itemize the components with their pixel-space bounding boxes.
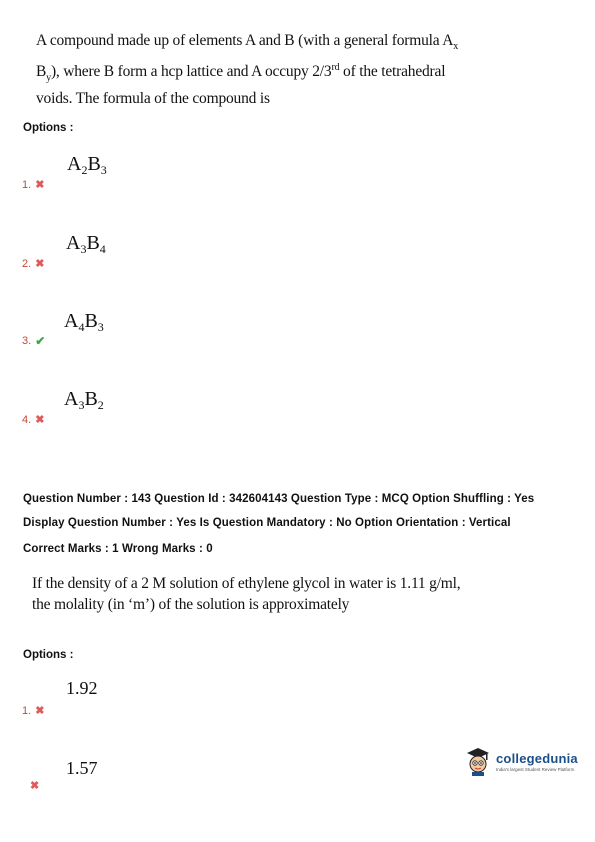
q1-sub-y: y — [46, 72, 51, 84]
formula-element: B — [86, 232, 100, 254]
option-number — [22, 413, 44, 426]
formula-element: A — [66, 232, 81, 254]
cross-icon: ✖ — [35, 414, 45, 426]
cross-icon: ✖ — [30, 780, 40, 792]
cross-icon: ✖ — [35, 258, 45, 270]
formula-subscript: 4 — [99, 242, 106, 256]
option-number-text: 1. — [22, 178, 32, 191]
formula-element: A — [64, 388, 79, 410]
question-1-text — [36, 30, 476, 109]
q1-text-part: B — [36, 63, 47, 81]
question-meta-line-1: Question Number : 143 Question Id : 342604143 Question Type : MCQ Option Shuffling : Yes — [23, 493, 535, 505]
mascot-icon — [464, 745, 492, 777]
formula-element: A — [67, 153, 82, 175]
formula-subscript: 4 — [78, 320, 85, 334]
formula-element: B — [84, 310, 98, 332]
formula-subscript: 3 — [100, 163, 107, 177]
option-number-text: 4. — [22, 413, 32, 426]
formula-subscript: 2 — [81, 163, 88, 177]
option-formula — [67, 153, 107, 178]
cross-icon: ✖ — [35, 705, 45, 717]
question-2-text: If the density of a 2 M solution of ethylene glycol in water is 1.11 g/ml, the molality (in ‘m’) of the solution is approximately — [32, 575, 461, 613]
cross-icon: ✖ — [35, 179, 45, 191]
formula-subscript: 3 — [80, 242, 87, 256]
question-meta-line-3: Correct Marks : 1 Wrong Marks : 0 — [23, 543, 213, 555]
option-number — [22, 257, 44, 270]
q1-text-part: ), where B form a hcp lattice and A occupy 2/3 — [50, 63, 332, 81]
option-number-text: 1. — [22, 704, 32, 717]
option-number-text: 3. — [22, 335, 32, 347]
q1-sup-rd: rd — [331, 62, 340, 74]
option-formula — [64, 388, 104, 413]
q1-text-part: A compound made up of elements A and B (with a general formula A — [36, 32, 454, 49]
collegedunia-logo — [464, 745, 578, 777]
option-formula — [64, 310, 104, 335]
formula-subscript: 3 — [78, 398, 85, 412]
option-number — [22, 704, 44, 717]
formula-element: B — [84, 388, 98, 410]
logo-tagline: India's largest Student Review Platform — [496, 766, 575, 772]
option-number-text: 2. — [22, 257, 32, 270]
option-number — [30, 779, 39, 792]
question-meta-line-2: Display Question Number : Yes Is Question Mandatory : No Option Orientation : Vertical — [23, 517, 511, 529]
option-value: 1.57 — [66, 758, 98, 778]
logo-name: collegedunia — [496, 750, 578, 766]
option-formula — [66, 232, 106, 257]
check-icon: ✔ — [35, 334, 46, 348]
options-label: Options : — [23, 122, 74, 134]
formula-element: B — [87, 153, 101, 175]
formula-subscript: 2 — [97, 398, 104, 412]
options-label: Options : — [23, 649, 74, 661]
formula-element: A — [64, 310, 79, 332]
q1-text-part: of the tetrahedral voids. The formula of the compound is — [36, 63, 446, 108]
q1-sub-x: x — [453, 41, 459, 53]
option-number — [22, 334, 45, 348]
option-value: 1.92 — [66, 678, 98, 698]
option-number — [22, 178, 44, 191]
formula-subscript: 3 — [97, 320, 104, 334]
